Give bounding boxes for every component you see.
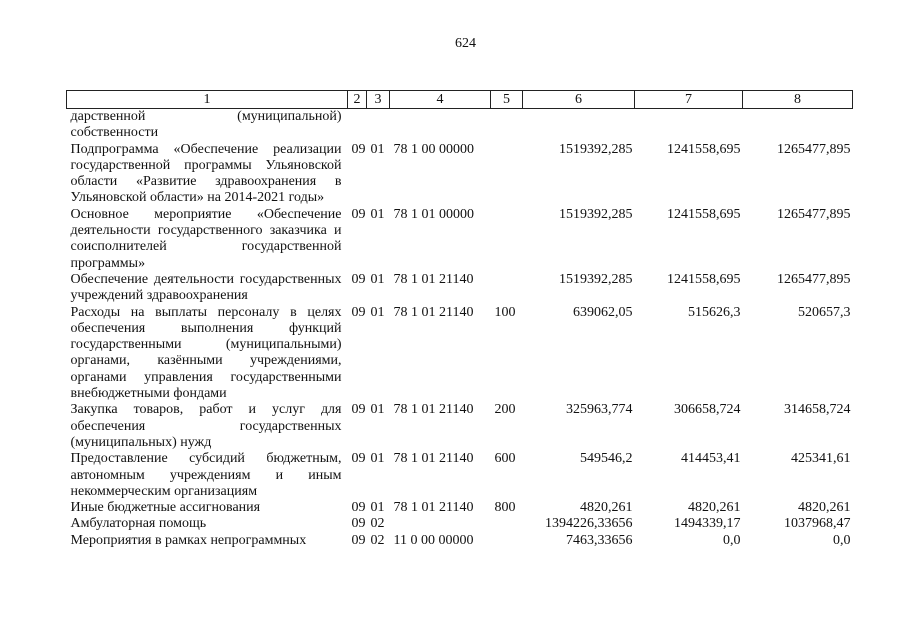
row-target-code	[390, 516, 491, 532]
row-amount-1: 1519392,285	[559, 271, 633, 287]
row-amount-3: 314658,724	[784, 402, 851, 418]
row-amount-3: 1037968,47	[784, 516, 851, 532]
row-subsection: 02	[370, 532, 385, 548]
row-amount-2: 1241558,695	[667, 206, 741, 222]
row-section: 09	[351, 304, 366, 320]
row-name: Основное мероприятие «Обеспечение деятельности государственного заказчика и соисполнителей государственной программы»	[70, 206, 342, 271]
row-subsection	[367, 109, 390, 142]
row-expense-type	[491, 109, 523, 142]
table-row	[67, 516, 853, 532]
row-name: Мероприятия в рамках непрограммных	[70, 532, 307, 548]
row-section: 09	[351, 402, 366, 418]
row-section	[348, 109, 367, 142]
row-amount-3: 1265477,895	[777, 141, 851, 157]
row-amount-3: 4820,261	[798, 500, 851, 516]
row-amount-1: 4820,261	[580, 500, 633, 516]
row-name: Иные бюджетные ассигнования	[70, 500, 261, 516]
row-amount-3: 520657,3	[798, 304, 851, 320]
column-header: 4	[390, 91, 491, 109]
row-amount-1: 1394226,33656	[545, 516, 633, 532]
row-target-code: 78 1 00 00000	[393, 141, 474, 157]
row-expense-type: 200	[494, 402, 516, 418]
row-amount-2: 4820,261	[688, 500, 741, 516]
column-header: 1	[67, 91, 348, 109]
row-name: Предоставление субсидий бюджетным, автономным учреждениям и иным некоммерческим организациям	[70, 451, 342, 499]
row-subsection: 01	[370, 271, 385, 287]
row-amount-2	[635, 109, 743, 142]
row-amount-2: 1241558,695	[667, 141, 741, 157]
row-name: Амбулаторная помощь	[70, 516, 207, 532]
row-amount-1: 1519392,285	[559, 206, 633, 222]
row-name: Подпрограмма «Обеспечение реализации государственной программы Ульяновской области «Развитие здравоохранения в Ульяновской области» на 2014-2021 годы»	[70, 141, 342, 206]
row-amount-1: 1519392,285	[559, 141, 633, 157]
column-header: 7	[635, 91, 743, 109]
row-target-code: 11 0 00 00000	[393, 532, 474, 548]
row-amount-1: 7463,33656	[566, 532, 633, 548]
row-subsection: 01	[370, 500, 385, 516]
row-subsection: 01	[370, 304, 385, 320]
table-row	[67, 207, 853, 272]
row-subsection: 02	[370, 516, 385, 532]
row-name: Закупка товаров, работ и услуг для обеспечения государственных (муниципальных) нужд	[70, 402, 342, 450]
table-row	[67, 533, 853, 549]
row-amount-3: 1265477,895	[777, 206, 851, 222]
row-target-code: 78 1 01 21140	[393, 451, 474, 467]
row-amount-3	[743, 109, 853, 142]
column-header: 6	[523, 91, 635, 109]
row-amount-3: 0,0	[833, 532, 851, 548]
table-row	[67, 451, 853, 500]
row-expense-type	[491, 516, 523, 532]
page-number: 624	[455, 36, 476, 51]
row-amount-3: 425341,61	[791, 451, 851, 467]
row-expense-type	[491, 533, 523, 549]
row-amount-2: 515626,3	[688, 304, 741, 320]
column-header: 8	[743, 91, 853, 109]
row-section: 09	[351, 271, 366, 287]
row-target-code	[390, 109, 491, 142]
table-row	[67, 402, 853, 451]
row-subsection: 01	[370, 206, 385, 222]
row-section: 09	[351, 451, 366, 467]
row-amount-2: 1241558,695	[667, 271, 741, 287]
row-amount-1: 639062,05	[573, 304, 633, 320]
row-target-code: 78 1 01 21140	[393, 500, 474, 516]
table-row	[67, 272, 853, 305]
row-name: Обеспечение деятельности государственных учреждений здравоохранения	[70, 271, 342, 304]
row-section: 09	[351, 500, 366, 516]
table-row	[67, 500, 853, 516]
row-target-code: 78 1 01 21140	[393, 402, 474, 418]
row-section: 09	[351, 532, 366, 548]
row-target-code: 78 1 01 21140	[393, 304, 474, 320]
row-amount-2: 306658,724	[674, 402, 741, 418]
row-subsection: 01	[370, 451, 385, 467]
row-amount-3: 1265477,895	[777, 271, 851, 287]
row-section: 09	[351, 206, 366, 222]
row-expense-type: 100	[494, 304, 516, 320]
budget-table	[66, 90, 853, 549]
row-expense-type: 600	[494, 451, 516, 467]
row-target-code: 78 1 01 00000	[393, 206, 474, 222]
row-amount-2: 414453,41	[681, 451, 741, 467]
column-header: 3	[367, 91, 390, 109]
table-row	[67, 109, 853, 142]
column-header: 5	[491, 91, 523, 109]
row-target-code: 78 1 01 21140	[393, 271, 474, 287]
row-section: 09	[351, 141, 366, 157]
row-expense-type	[491, 207, 523, 272]
row-amount-1: 549546,2	[580, 451, 633, 467]
row-name: Расходы на выплаты персоналу в целях обеспечения выполнения функций государственными (муниципальными) органами, казёнными учреждениями, органами управления государственными внебюджетными фондами	[70, 304, 342, 402]
row-expense-type: 800	[494, 500, 516, 516]
row-section: 09	[351, 516, 366, 532]
column-header: 2	[348, 91, 367, 109]
row-subsection: 01	[370, 141, 385, 157]
row-amount-2: 0,0	[723, 532, 741, 548]
table-row	[67, 305, 853, 403]
row-subsection: 01	[370, 402, 385, 418]
row-expense-type	[491, 272, 523, 305]
row-amount-1	[523, 109, 635, 142]
table-row	[67, 142, 853, 207]
row-amount-2: 1494339,17	[674, 516, 741, 532]
row-name: дарственной (муниципальной) собственности	[70, 109, 342, 141]
table-header-row	[67, 91, 853, 109]
row-expense-type	[491, 142, 523, 207]
row-amount-1: 325963,774	[566, 402, 633, 418]
